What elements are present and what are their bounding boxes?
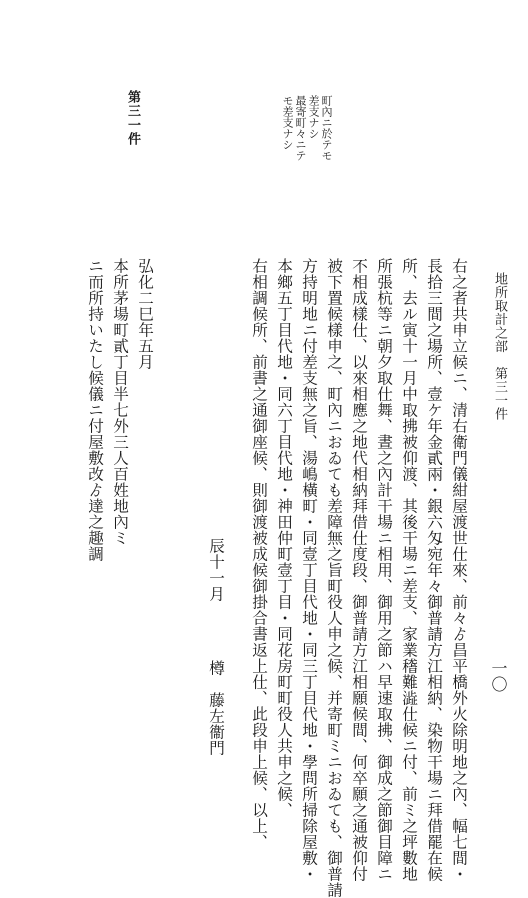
body-line: 被下置候樣申之、町內ニおゐても差障無之旨町役人申之候、并寄町ミニおゐても、御普請 — [325, 258, 343, 898]
body-line: 所、去ル寅十一月中取拂被仰渡、其後干場ニ差支、家業𥡴難澁仕候ニ付、前ミ之坪數地 — [400, 258, 418, 882]
page-number: 一〇 — [489, 660, 508, 692]
section-date: 弘化二巳年五月 — [136, 258, 154, 370]
document-date: 辰十一月 — [207, 538, 225, 602]
side-note-line: モ差支ナシ — [281, 95, 294, 150]
body-line: 所張杭等ニ朝夕取仕舞、晝之內計干場ニ相用、御用之節ハ早速取拂、御成之節御目障ニ — [375, 258, 393, 882]
body-line: 本鄉五丁目代地・同六丁目代地・神田仲町壹丁目・同花房町町役人共申之候、 — [275, 258, 293, 818]
side-note-line: 町內ニ於テモ — [320, 95, 333, 161]
body-line: 不相成樣仕、以來相應之地代相納拜借仕度段、御普請方江相願候間、何卒願之通被仰付 — [350, 258, 368, 882]
running-title: 地所取計之部 第三一件 — [492, 272, 507, 421]
body-line: 右之者共申立候ニ、清右衛門儀紺屋渡世仕來、前々ゟ昌平橋外火除明地之內、幅七間・ — [450, 258, 468, 882]
section-title: 第三一件 — [125, 90, 140, 146]
section-line: 本所茅場町貳丁目半七外三人百姓地內ミ — [111, 258, 129, 546]
side-note-line: 差支ナシ — [307, 95, 320, 139]
body-line: 長拾三間之場所、壹ケ年金貳兩・銀六匁宛年々御普請方江相納、染物干場ニ拜借罷在候 — [425, 258, 443, 882]
side-note-line: 最寄町々ニテ — [294, 95, 307, 161]
signer-name: 樽 藤左衞門 — [207, 660, 225, 756]
body-line: 方持明地ニ付差支無之旨、湯嶋橫町・同壹丁目代地・同三丁目代地・學問所掃除屋敷・ — [300, 258, 318, 882]
body-line: 右相調候所、前書之通御座候、則御渡被成候御掛合書返上仕、此段申上候、以上、 — [250, 258, 268, 850]
section-line: ニ而所持いたし候儀ニ付屋敷改ゟ達之趣調 — [86, 258, 104, 562]
